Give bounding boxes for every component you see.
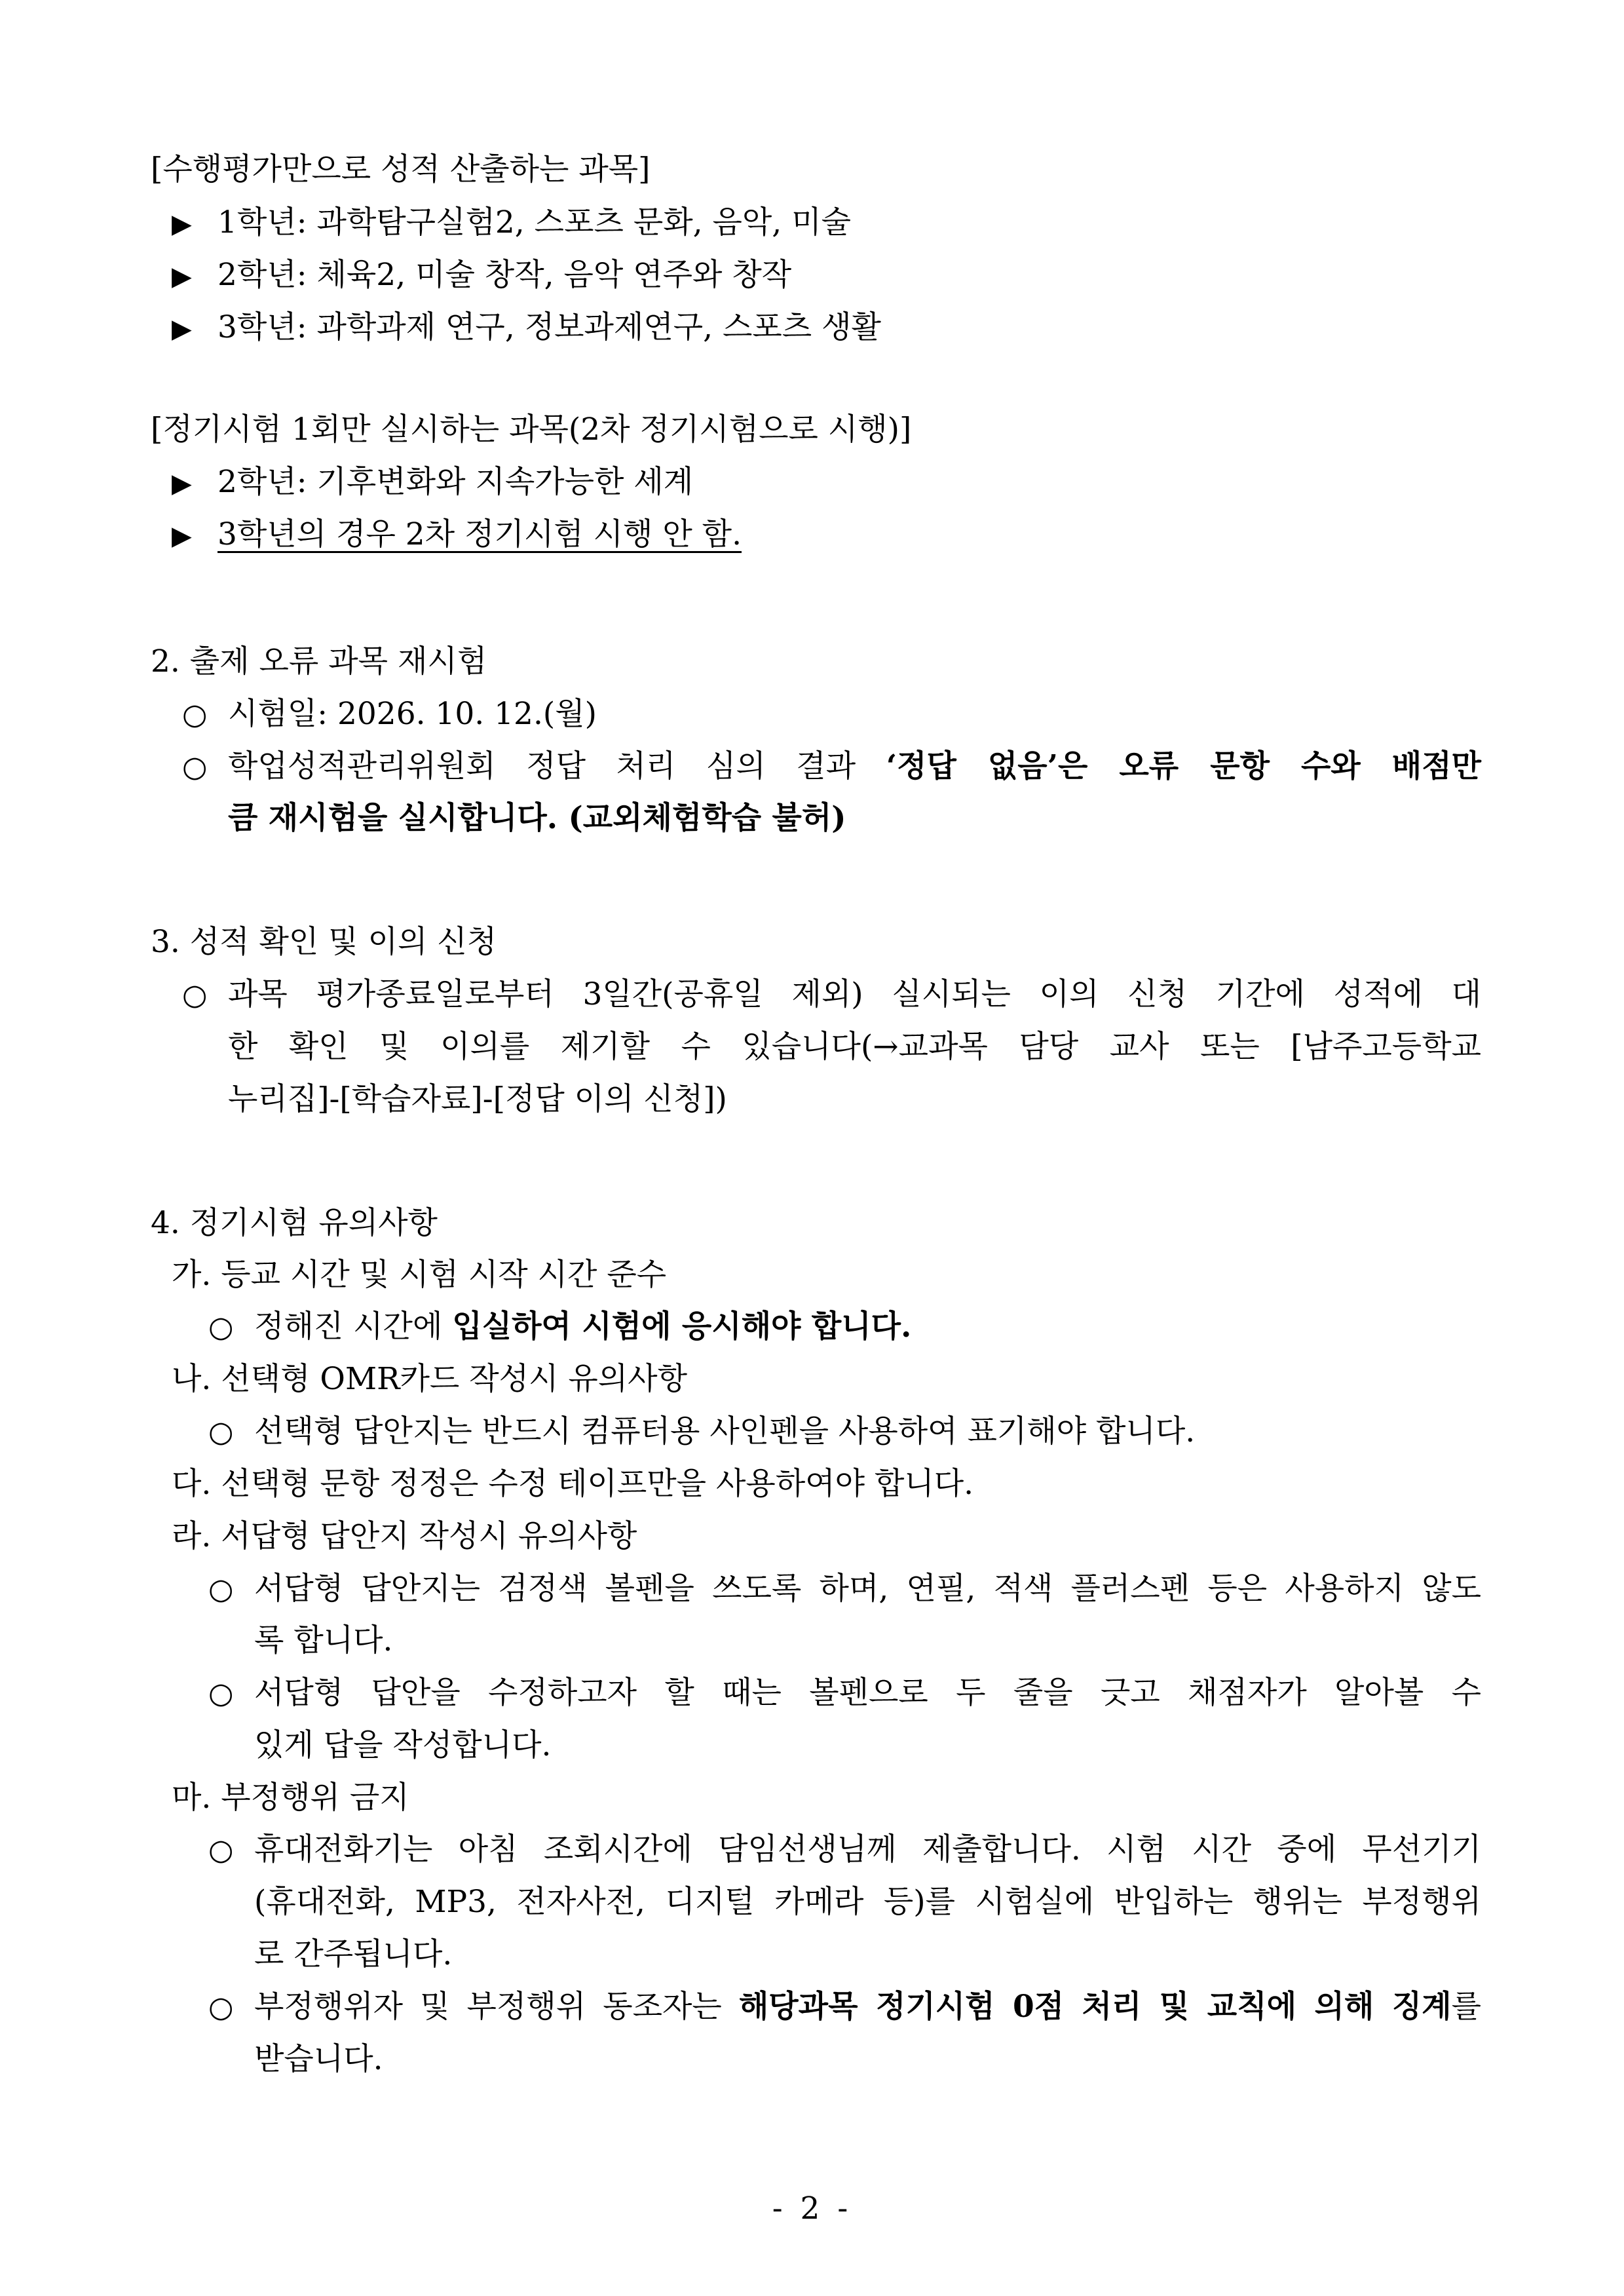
circle-bullet-icon: ○ <box>208 1677 234 1710</box>
section4-ma-item2-line1 <box>208 1985 1481 2029</box>
section4-ma-item2-emphasis: 해당과목 정기시험 0점 처리 및 교칙에 의해 징계 <box>738 1989 1452 2025</box>
circle-bullet-icon: ○ <box>208 1991 234 2024</box>
section4-ra-item1-line1 <box>208 1567 1481 1611</box>
section4-ma-item1-line2: (휴대전화, MP3, 전자사전, 디지털 카메라 등)를 시험실에 반입하는 행위는 부정행위 <box>254 1884 1481 1920</box>
perf-section-title: [수행평가만으로 성적 산출하는 과목] <box>151 151 651 187</box>
section4-ma-item1-text: 휴대전화기는 아침 조회시간에 담임선생님께 제출합니다. 시험 시간 중에 무선기기 <box>254 1831 1481 1867</box>
once-item-grade2 <box>172 461 1624 504</box>
section4-ma-item2-text: 부정행위자 및 부정행위 동조자는 <box>254 1989 722 2025</box>
section4-ga-text: 정해진 시간에 <box>254 1309 443 1345</box>
circle-bullet-icon: ○ <box>182 978 208 1012</box>
section4-ma-item1-line1 <box>208 1828 1481 1871</box>
perf-item-grade3 <box>172 306 1624 349</box>
once-item-grade3-text: 3학년의 경우 2차 정기시험 시행 안 함. <box>217 516 742 552</box>
section2-body-line1 <box>182 745 1481 788</box>
section4-ra-title: 라. 서답형 답안지 작성시 유의사항 <box>172 1518 637 1554</box>
section4-ra-item2-line2: 있게 답을 작성합니다. <box>254 1727 552 1763</box>
triangle-bullet-icon: ▶ <box>172 261 192 292</box>
section2-heading: 2. 출제 오류 과목 재시험 <box>151 643 487 679</box>
section4-heading: 4. 정기시험 유의사항 <box>151 1205 438 1241</box>
section4-na-item <box>208 1410 1624 1453</box>
circle-bullet-icon: ○ <box>208 1311 234 1344</box>
circle-bullet-icon: ○ <box>182 698 208 731</box>
section4-ga-title: 가. 등교 시간 및 시험 시작 시간 준수 <box>172 1257 667 1293</box>
section2-body-line2: 큼 재시험을 실시합니다. (교외체험학습 불허) <box>228 800 846 836</box>
section3-body-line1 <box>182 973 1481 1016</box>
section4-ra-item1-line2: 록 합니다. <box>254 1622 393 1658</box>
circle-bullet-icon: ○ <box>208 1833 234 1867</box>
section2-date-text: 시험일: 2026. 10. 12.(월) <box>228 696 597 732</box>
section4-ma-title: 마. 부정행위 금지 <box>172 1780 409 1816</box>
triangle-bullet-icon: ▶ <box>172 314 192 344</box>
section2-body-text: 학업성적관리위원회 정답 처리 심의 결과 <box>228 748 856 784</box>
section4-ma-item1-line3: 로 간주됩니다. <box>254 1936 453 1972</box>
perf-item-grade3-text: 3학년: 과학과제 연구, 정보과제연구, 스포츠 생활 <box>217 309 881 345</box>
circle-bullet-icon: ○ <box>182 750 208 784</box>
section3-body-line3: 누리집]-[학습자료]-[정답 이의 신청]) <box>228 1081 727 1117</box>
page-number: - 2 - <box>772 2191 852 2227</box>
triangle-bullet-icon: ▶ <box>172 521 192 551</box>
section4-ra-item1-text: 서답형 답안지는 검정색 볼펜을 쓰도록 하며, 연필, 적색 플러스펜 등은 사용하지 않도 <box>254 1571 1481 1607</box>
section2-body-emphasis: ‘정답 없음’은 오류 문항 수와 배점만 <box>886 748 1481 784</box>
perf-item-grade1-text: 1학년: 과학탐구실험2, 스포츠 문화, 음악, 미술 <box>217 204 851 240</box>
once-section-title: [정기시험 1회만 실시하는 과목(2차 정기시험으로 시행)] <box>151 411 912 448</box>
perf-item-grade1 <box>172 201 1624 244</box>
triangle-bullet-icon: ▶ <box>172 469 192 499</box>
section4-ga-item <box>208 1305 1624 1349</box>
section3-body-text: 과목 평가종료일로부터 3일간(공휴일 제외) 실시되는 이의 신청 기간에 성적에 대 <box>228 976 1481 1012</box>
section4-ra-item2-line1 <box>208 1672 1481 1715</box>
perf-item-grade2 <box>172 254 1624 297</box>
section3-heading: 3. 성적 확인 및 이의 신청 <box>151 924 497 960</box>
section4-ma-item2-tail: 를 <box>1451 1989 1481 2025</box>
once-item-grade2-text: 2학년: 기후변화와 지속가능한 세계 <box>217 464 694 500</box>
section4-da-title: 다. 선택형 문항 정정은 수정 테이프만을 사용하여야 합니다. <box>172 1466 974 1502</box>
section4-na-text: 선택형 답안지는 반드시 컴퓨터용 사인펜을 사용하여 표기해야 합니다. <box>254 1413 1196 1449</box>
perf-item-grade2-text: 2학년: 체육2, 미술 창작, 음악 연주와 창작 <box>217 257 792 293</box>
section3-body-line2: 한 확인 및 이의를 제기할 수 있습니다(→교과목 담당 교사 또는 [남주고등학교 <box>228 1029 1481 1065</box>
section2-date <box>182 693 1624 736</box>
section4-ra-item2-text: 서답형 답안을 수정하고자 할 때는 볼펜으로 두 줄을 긋고 채점자가 알아볼 수 <box>254 1675 1481 1711</box>
triangle-bullet-icon: ▶ <box>172 209 192 239</box>
section4-ma-item2-line2: 받습니다. <box>254 2041 383 2077</box>
circle-bullet-icon: ○ <box>208 1415 234 1449</box>
once-item-grade3 <box>172 513 1624 556</box>
section4-na-title: 나. 선택형 OMR카드 작성시 유의사항 <box>172 1361 687 1397</box>
section4-ga-emphasis: 입실하여 시험에 응시해야 합니다. <box>452 1309 912 1345</box>
circle-bullet-icon: ○ <box>208 1573 234 1606</box>
